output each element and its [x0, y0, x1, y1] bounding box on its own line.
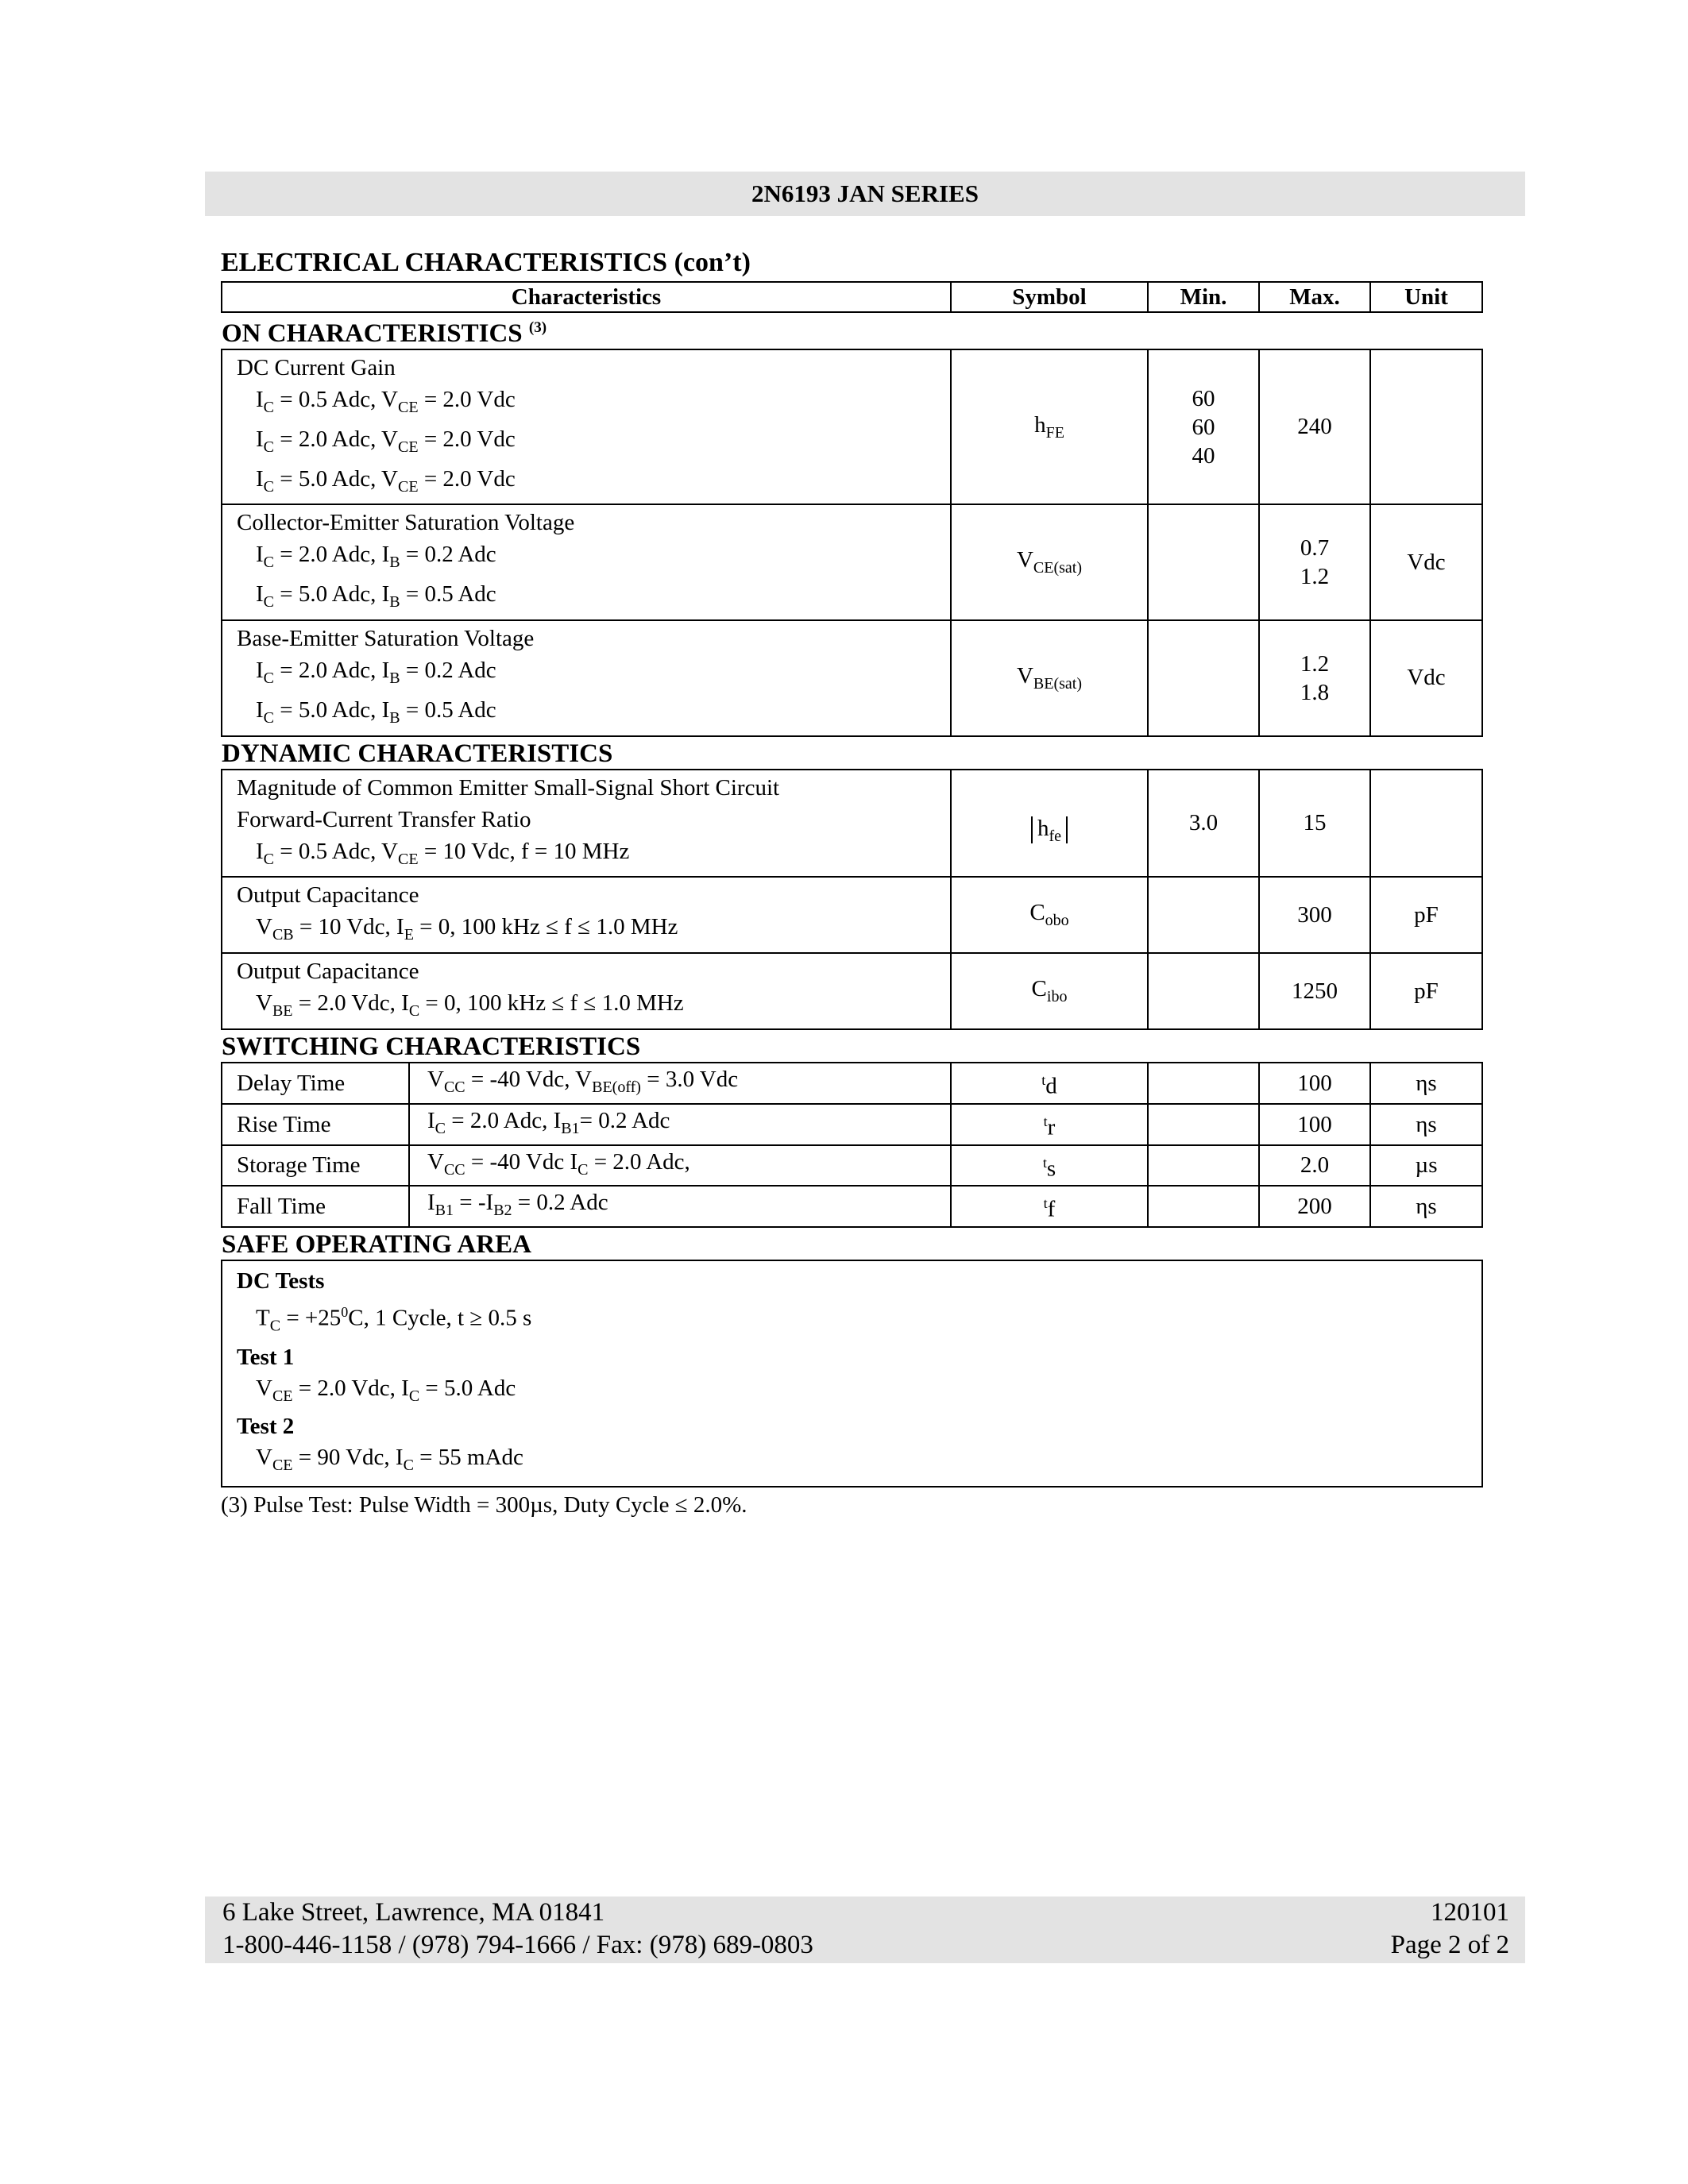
header-row [222, 282, 1482, 312]
vbe-sat-max: 1.2 1.8 [1259, 620, 1370, 736]
dc-gain-symbol: $h_{FE}$ [951, 349, 1148, 504]
vbe-sat-cond-2: $I_C = 5.0$ Adc, $I_B = 0.5$ Adc [256, 696, 496, 727]
section-title: ELECTRICAL CHARACTERISTICS (con’t) [221, 248, 751, 277]
dc-gain-min: 60 60 40 [1148, 349, 1259, 504]
row-cibo [222, 953, 1482, 1029]
cibo-max: 1250 [1259, 953, 1370, 1029]
row-rise-time [222, 1104, 1482, 1145]
storage-time-symbol: $^t$s [951, 1145, 1148, 1187]
vbe-sat-min [1148, 620, 1259, 736]
dc-gain-unit [1370, 349, 1482, 504]
dc-gain-label: DC Current Gain [237, 355, 396, 380]
footer-address: 6 Lake Street, Lawrence, MA 01841 [222, 1898, 605, 1927]
storage-time-max: 2.0 [1259, 1145, 1370, 1187]
soa-title: SAFE OPERATING AREA [222, 1227, 1482, 1260]
vce-sat-min [1148, 504, 1259, 620]
fall-time-unit: ηs [1370, 1186, 1482, 1227]
vbe-sat-label: Base-Emitter Saturation Voltage [237, 625, 535, 651]
storage-time-unit: µs [1370, 1145, 1482, 1187]
footnote: (3) Pulse Test: Pulse Width = 300µs, Duty Cycle ≤ 2.0%. [221, 1492, 747, 1518]
hfe-label-1: Magnitude of Common Emitter Small-Signal Short Circuit [237, 774, 780, 801]
on-title: ON CHARACTERISTICS $^{(3)}$ [222, 312, 1482, 349]
storage-time-cond: $V_{CC} = -40$ Vdc $I_C = 2.0$ Adc, [409, 1145, 951, 1187]
row-storage-time [222, 1145, 1482, 1187]
row-fall-time [222, 1186, 1482, 1227]
page-title: 2N6193 JAN SERIES [205, 172, 1525, 216]
vce-sat-cond-2: $I_C = 5.0$ Adc, $I_B = 0.5$ Adc [256, 581, 496, 611]
test-2-cond: $V_{CE} = 90$ Vdc, $I_C = 55$ mAdc [256, 1445, 523, 1475]
delay-time-max: 100 [1259, 1063, 1370, 1104]
row-delay-time [222, 1063, 1482, 1104]
rise-time-label: Rise Time [222, 1104, 409, 1145]
vce-sat-label: Collector-Emitter Saturation Voltage [237, 510, 575, 536]
footer-code: 120101 [1431, 1898, 1509, 1927]
switching-title: SWITCHING CHARACTERISTICS [222, 1029, 1482, 1063]
dc-tests-cond: $T_C = +25^0C$, 1 Cycle, t ≥ 0.5 s [256, 1304, 532, 1335]
hfe-symbol: $h_{fe}$ [951, 770, 1148, 878]
col-characteristics: Characteristics [222, 282, 951, 312]
dc-gain-cond-1: $I_C = 0.5$ Adc, $V_{CE} = 2.0$ Vdc [256, 387, 516, 416]
fall-time-cond: $I_{B1} = -I_{B2} = 0.2$ Adc [409, 1186, 951, 1227]
storage-time-label: Storage Time [222, 1145, 409, 1187]
delay-time-label: Delay Time [222, 1063, 409, 1104]
row-hfe [222, 770, 1482, 878]
vce-sat-max: 0.7 1.2 [1259, 504, 1370, 620]
row-soa [222, 1260, 1482, 1487]
rise-time-max: 100 [1259, 1104, 1370, 1145]
cobo-max: 300 [1259, 877, 1370, 953]
test-1-cond: $V_{CE} = 2.0$ Vdc, $I_C = 5.0$ Adc [256, 1375, 516, 1405]
cobo-symbol: $C_{obo}$ [951, 877, 1148, 953]
characteristics-table-wrap [221, 281, 1481, 1518]
delay-time-symbol: $^t$d [951, 1063, 1148, 1104]
dynamic-band [222, 736, 1482, 770]
cobo-unit: pF [1370, 877, 1482, 953]
delay-time-unit: ηs [1370, 1063, 1482, 1104]
vbe-sat-symbol: $V_{BE(sat)}$ [951, 620, 1148, 736]
dc-tests-label: DC Tests [237, 1268, 325, 1295]
delay-time-min [1148, 1063, 1259, 1104]
fall-time-label: Fall Time [222, 1186, 409, 1227]
test-2-label: Test 2 [237, 1414, 295, 1440]
fall-time-max: 200 [1259, 1186, 1370, 1227]
vce-sat-unit: Vdc [1370, 504, 1482, 620]
footer [205, 1897, 1525, 1963]
col-unit: Unit [1370, 282, 1482, 312]
rise-time-min [1148, 1104, 1259, 1145]
hfe-min: 3.0 [1148, 770, 1259, 878]
vbe-sat-unit: Vdc [1370, 620, 1482, 736]
row-vce-sat [222, 504, 1482, 620]
cobo-cond: $V_{CB} = 10$ Vdc, $I_E = 0$, 100 kHz ≤ f ≤ 1.0 MHz [256, 914, 678, 944]
row-vbe-sat [222, 620, 1482, 736]
switching-band [222, 1029, 1482, 1063]
cibo-cond: $V_{BE} = 2.0$ Vdc, $I_C = 0$, 100 kHz ≤ f ≤ 1.0 MHz [256, 990, 684, 1020]
dc-gain-cond-3: $I_C = 5.0$ Adc, $V_{CE} = 2.0$ Vdc [256, 465, 516, 496]
col-symbol: Symbol [951, 282, 1148, 312]
rise-time-cond: $I_C = 2.0$ Adc, $I_{B1}= 0.2$ Adc [409, 1104, 951, 1145]
dc-gain-max: 240 [1259, 349, 1370, 504]
col-min: Min. [1148, 282, 1259, 312]
fall-time-symbol: $^t$f [951, 1186, 1148, 1227]
storage-time-min [1148, 1145, 1259, 1187]
characteristics-table [221, 281, 1483, 1488]
test-1-label: Test 1 [237, 1344, 295, 1370]
col-max: Max. [1259, 282, 1370, 312]
hfe-cond: $I_C = 0.5$ Adc, $V_{CE} = 10$ Vdc, f = 10 MHz [256, 838, 630, 868]
rise-time-symbol: $^t$r [951, 1104, 1148, 1145]
vce-sat-cond-1: $I_C = 2.0$ Adc, $I_B = 0.2$ Adc [256, 542, 496, 572]
cobo-label: Output Capacitance [237, 882, 419, 909]
dc-gain-cond-2: $I_C = 2.0$ Adc, $V_{CE} = 2.0$ Vdc [256, 426, 516, 456]
vce-sat-symbol: $V_{CE(sat)}$ [951, 504, 1148, 620]
dynamic-title: DYNAMIC CHARACTERISTICS [222, 736, 1482, 770]
cibo-label: Output Capacitance [237, 959, 419, 985]
delay-time-cond: $V_{CC} = -40$ Vdc, $V_{BE(off)} = 3.0$ Vdc [409, 1063, 951, 1104]
vbe-sat-cond-1: $I_C = 2.0$ Adc, $I_B = 0.2$ Adc [256, 657, 496, 687]
soa-band [222, 1227, 1482, 1260]
hfe-max: 15 [1259, 770, 1370, 878]
on-band [222, 312, 1482, 349]
row-dc-gain [222, 349, 1482, 504]
footer-phone: 1-800-446-1158 / (978) 794-1666 / Fax: (978) 689-0803 [222, 1931, 813, 1959]
cibo-unit: pF [1370, 953, 1482, 1029]
rise-time-unit: ηs [1370, 1104, 1482, 1145]
hfe-label-2: Forward-Current Transfer Ratio [237, 806, 531, 832]
cibo-min [1148, 953, 1259, 1029]
fall-time-min [1148, 1186, 1259, 1227]
cobo-min [1148, 877, 1259, 953]
footer-page: Page 2 of 2 [1390, 1931, 1509, 1959]
cibo-symbol: $C_{ibo}$ [951, 953, 1148, 1029]
row-cobo [222, 877, 1482, 953]
hfe-unit [1370, 770, 1482, 878]
